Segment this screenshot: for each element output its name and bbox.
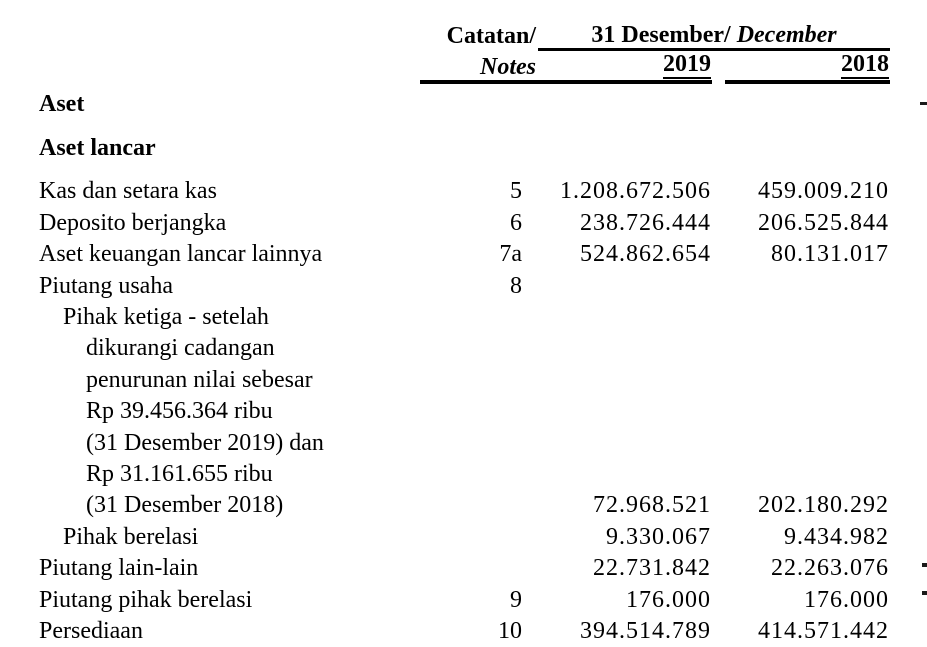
table-row — [38, 459, 890, 490]
row-amount-2018: 80.131.017 — [725, 239, 890, 270]
header-row-1 — [38, 20, 890, 49]
table-row — [38, 428, 890, 459]
row-note-ref: 6 — [420, 208, 538, 239]
table-row — [38, 365, 890, 396]
row-amount-2019: 394.514.789 — [538, 616, 712, 647]
column-gap — [712, 120, 725, 164]
row-note-ref: 9 — [420, 585, 538, 616]
row-label: Piutang pihak berelasi — [38, 585, 420, 616]
table-row — [38, 396, 890, 427]
row-amount-2018: 22.263.076 — [725, 553, 890, 584]
row-note-ref: 5 — [420, 164, 538, 207]
balance-sheet-table — [38, 20, 890, 647]
row-note-ref — [420, 459, 538, 490]
row-label: Piutang lain-lain — [38, 553, 420, 584]
row-note-ref — [420, 553, 538, 584]
column-gap — [712, 396, 725, 427]
row-amount-2019 — [538, 396, 712, 427]
table-row — [38, 302, 890, 333]
row-note-ref — [420, 396, 538, 427]
row-amount-2018 — [725, 302, 890, 333]
table-row — [38, 522, 890, 553]
section-header-row — [38, 120, 890, 164]
row-amount-2018: 414.571.442 — [725, 616, 890, 647]
row-note-ref: 7a — [420, 239, 538, 270]
row-amount-2019: 1.208.672.506 — [538, 164, 712, 207]
row-amount-2018: 459.009.210 — [725, 164, 890, 207]
row-label: dikurangi cadangan — [38, 333, 420, 364]
column-header-2018 — [725, 49, 890, 82]
date-column-header — [538, 20, 890, 49]
row-amount-2019 — [538, 365, 712, 396]
row-amount-2019 — [538, 120, 712, 164]
row-label: Rp 31.161.655 ribu — [38, 459, 420, 490]
header-empty-cell — [38, 20, 420, 49]
row-note-ref — [420, 365, 538, 396]
row-note-ref — [420, 120, 538, 164]
row-label: Piutang usaha — [38, 271, 420, 302]
table-row — [38, 553, 890, 584]
row-label: Kas dan setara kas — [38, 164, 420, 207]
row-amount-2018: 176.000 — [725, 585, 890, 616]
row-amount-2019: 22.731.842 — [538, 553, 712, 584]
row-note-ref — [420, 490, 538, 521]
notes-column-header-line2 — [420, 49, 538, 82]
column-gap — [712, 522, 725, 553]
catatan-label: Catatan/ — [447, 23, 536, 49]
table-header — [38, 20, 890, 82]
row-note-ref — [420, 82, 538, 120]
column-gap — [712, 49, 725, 82]
column-gap — [712, 239, 725, 270]
table-row — [38, 271, 890, 302]
notes-column-header-line1 — [420, 20, 538, 49]
row-amount-2019 — [538, 459, 712, 490]
row-label: Aset keuangan lancar lainnya — [38, 239, 420, 270]
row-note-ref: 8 — [420, 271, 538, 302]
table-row — [38, 239, 890, 270]
table-row — [38, 164, 890, 207]
row-amount-2018 — [725, 82, 890, 120]
year-2018-label: 2018 — [841, 52, 889, 79]
cutoff-text-fragment — [922, 591, 927, 595]
section-header-row — [38, 82, 890, 120]
notes-label: Notes — [480, 54, 536, 80]
row-label: (31 Desember 2018) — [38, 490, 420, 521]
row-label: Persediaan — [38, 616, 420, 647]
table-row — [38, 585, 890, 616]
date-header-english: December — [737, 22, 837, 48]
column-gap — [712, 164, 725, 207]
row-note-ref — [420, 302, 538, 333]
row-label: Aset lancar — [38, 120, 420, 164]
row-label: (31 Desember 2019) dan — [38, 428, 420, 459]
column-gap — [712, 208, 725, 239]
column-gap — [712, 616, 725, 647]
row-amount-2018: 9.434.982 — [725, 522, 890, 553]
row-amount-2019: 72.968.521 — [538, 490, 712, 521]
row-label: penurunan nilai sebesar — [38, 365, 420, 396]
row-label: Pihak berelasi — [38, 522, 420, 553]
table-row — [38, 490, 890, 521]
row-amount-2018 — [725, 428, 890, 459]
row-amount-2019 — [538, 428, 712, 459]
row-amount-2019: 176.000 — [538, 585, 712, 616]
column-gap — [712, 490, 725, 521]
column-gap — [712, 365, 725, 396]
row-note-ref — [420, 333, 538, 364]
row-amount-2019 — [538, 82, 712, 120]
column-gap — [712, 553, 725, 584]
column-gap — [712, 459, 725, 490]
row-label: Deposito berjangka — [38, 208, 420, 239]
row-amount-2019 — [538, 333, 712, 364]
row-amount-2019: 238.726.444 — [538, 208, 712, 239]
row-amount-2018 — [725, 459, 890, 490]
row-amount-2018 — [725, 271, 890, 302]
column-gap — [712, 333, 725, 364]
row-amount-2018 — [725, 333, 890, 364]
row-note-ref — [420, 428, 538, 459]
column-gap — [712, 302, 725, 333]
row-amount-2018 — [725, 365, 890, 396]
row-amount-2019: 9.330.067 — [538, 522, 712, 553]
header-row-2 — [38, 49, 890, 82]
column-gap — [712, 428, 725, 459]
cutoff-text-fragment — [920, 102, 927, 105]
row-amount-2019: 524.862.654 — [538, 239, 712, 270]
cutoff-text-fragment — [922, 563, 927, 567]
row-label: Aset — [38, 82, 420, 120]
column-gap — [712, 82, 725, 120]
table-row — [38, 616, 890, 647]
row-amount-2019 — [538, 302, 712, 333]
row-amount-2018 — [725, 396, 890, 427]
row-note-ref: 10 — [420, 616, 538, 647]
header-empty-cell — [38, 49, 420, 82]
table-body — [38, 82, 890, 647]
row-amount-2018: 202.180.292 — [725, 490, 890, 521]
row-label: Pihak ketiga - setelah — [38, 302, 420, 333]
year-2019-label: 2019 — [663, 52, 711, 79]
column-gap — [712, 585, 725, 616]
date-header-indonesian: 31 Desember/ — [591, 22, 736, 48]
row-note-ref — [420, 522, 538, 553]
table-row — [38, 333, 890, 364]
row-amount-2018: 206.525.844 — [725, 208, 890, 239]
row-label: Rp 39.456.364 ribu — [38, 396, 420, 427]
row-amount-2018 — [725, 120, 890, 164]
row-amount-2019 — [538, 271, 712, 302]
table-row — [38, 208, 890, 239]
column-gap — [712, 271, 725, 302]
column-header-2019 — [538, 49, 712, 82]
